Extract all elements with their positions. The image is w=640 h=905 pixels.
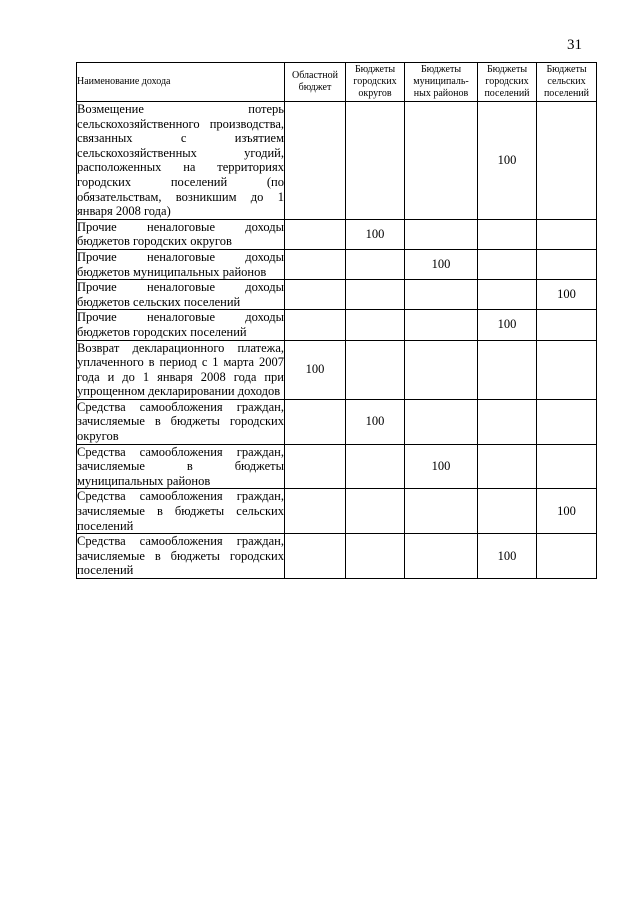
revenue-name: Средства самообложения граждан, зачисляемые в бюджеты городских поселений: [77, 534, 284, 578]
municipal-district-share: [405, 534, 478, 579]
city-district-share: [346, 444, 405, 489]
municipal-district-share: [405, 489, 478, 534]
revenue-distribution-table: [76, 62, 597, 579]
municipal-district-share: [405, 310, 478, 340]
oblast-share: [285, 280, 346, 310]
urban-settlement-share: [478, 340, 537, 399]
city-district-share: [346, 102, 405, 220]
rural-settlement-share: [537, 219, 597, 249]
rural-settlement-share: [537, 444, 597, 489]
rural-settlement-share: [537, 102, 597, 220]
rural-settlement-share: [537, 340, 597, 399]
header-revenue-name: Наименование дохода: [77, 63, 285, 102]
table-row: [77, 534, 597, 579]
oblast-share: 100: [285, 340, 346, 399]
oblast-share: [285, 444, 346, 489]
rural-settlement-share: [537, 399, 597, 444]
rural-settlement-share: [537, 534, 597, 579]
municipal-district-share: 100: [405, 249, 478, 279]
header-municipal-district-budgets: Бюджеты муниципаль-ных районов: [405, 63, 478, 102]
urban-settlement-share: [478, 399, 537, 444]
city-district-share: [346, 280, 405, 310]
table-row: [77, 249, 597, 279]
municipal-district-share: [405, 280, 478, 310]
urban-settlement-share: 100: [478, 102, 537, 220]
municipal-district-share: [405, 219, 478, 249]
table-row: [77, 280, 597, 310]
urban-settlement-share: [478, 280, 537, 310]
revenue-name: Средства самообложения граждан, зачисляемые в бюджеты муниципальных районов: [77, 444, 284, 488]
urban-settlement-share: [478, 444, 537, 489]
urban-settlement-share: [478, 219, 537, 249]
table-row: [77, 399, 597, 444]
oblast-share: [285, 489, 346, 534]
header-oblast-budget: Областной бюджет: [285, 63, 346, 102]
urban-settlement-share: 100: [478, 534, 537, 579]
table-row: [77, 489, 597, 534]
city-district-share: 100: [346, 219, 405, 249]
header-city-district-budgets: Бюджеты городских округов: [346, 63, 405, 102]
revenue-name: Средства самообложения граждан, зачисляемые в бюджеты сельских поселений: [77, 489, 284, 533]
oblast-share: [285, 249, 346, 279]
municipal-district-share: [405, 340, 478, 399]
oblast-share: [285, 310, 346, 340]
municipal-district-share: [405, 102, 478, 220]
table-header-row: [77, 63, 597, 102]
table-row: [77, 219, 597, 249]
revenue-name: Прочие неналоговые доходы бюджетов городских поселений: [77, 310, 284, 339]
city-district-share: [346, 489, 405, 534]
header-rural-settlement-budgets: Бюджеты сельских поселений: [537, 63, 597, 102]
municipal-district-share: [405, 399, 478, 444]
table-row: [77, 310, 597, 340]
city-district-share: 100: [346, 399, 405, 444]
urban-settlement-share: [478, 489, 537, 534]
oblast-share: [285, 534, 346, 579]
revenue-name: Возмещение потерь сельскохозяйственного производства, связанных с изъятием сельскохозяйственных угодий, расположенных на территориях городских поселений (по обязательствам, возникшим до 1 января 2008 года): [77, 102, 284, 219]
table-row: [77, 444, 597, 489]
revenue-name: Возврат декларационного платежа, уплаченного в период с 1 марта 2007 года и до 1 января 2008 года при упрощенном декларировании доходов: [77, 340, 284, 399]
page-number: 31: [567, 37, 582, 53]
table-row: [77, 102, 597, 220]
revenue-name: Средства самообложения граждан, зачисляемые в бюджеты городских округов: [77, 399, 284, 444]
municipal-district-share: 100: [405, 444, 478, 489]
city-district-share: [346, 340, 405, 399]
revenue-name: Прочие неналоговые доходы бюджетов сельских поселений: [77, 280, 284, 309]
oblast-share: [285, 219, 346, 249]
oblast-share: [285, 102, 346, 220]
rural-settlement-share: [537, 249, 597, 279]
rural-settlement-share: 100: [537, 280, 597, 310]
urban-settlement-share: [478, 249, 537, 279]
city-district-share: [346, 534, 405, 579]
oblast-share: [285, 399, 346, 444]
rural-settlement-share: 100: [537, 489, 597, 534]
table-row: [77, 340, 597, 399]
rural-settlement-share: [537, 310, 597, 340]
revenue-name: Прочие неналоговые доходы бюджетов муниципальных районов: [77, 249, 284, 279]
urban-settlement-share: 100: [478, 310, 537, 340]
city-district-share: [346, 310, 405, 340]
revenue-name: Прочие неналоговые доходы бюджетов городских округов: [77, 219, 284, 249]
header-urban-settlement-budgets: Бюджеты городских поселений: [478, 63, 537, 102]
city-district-share: [346, 249, 405, 279]
